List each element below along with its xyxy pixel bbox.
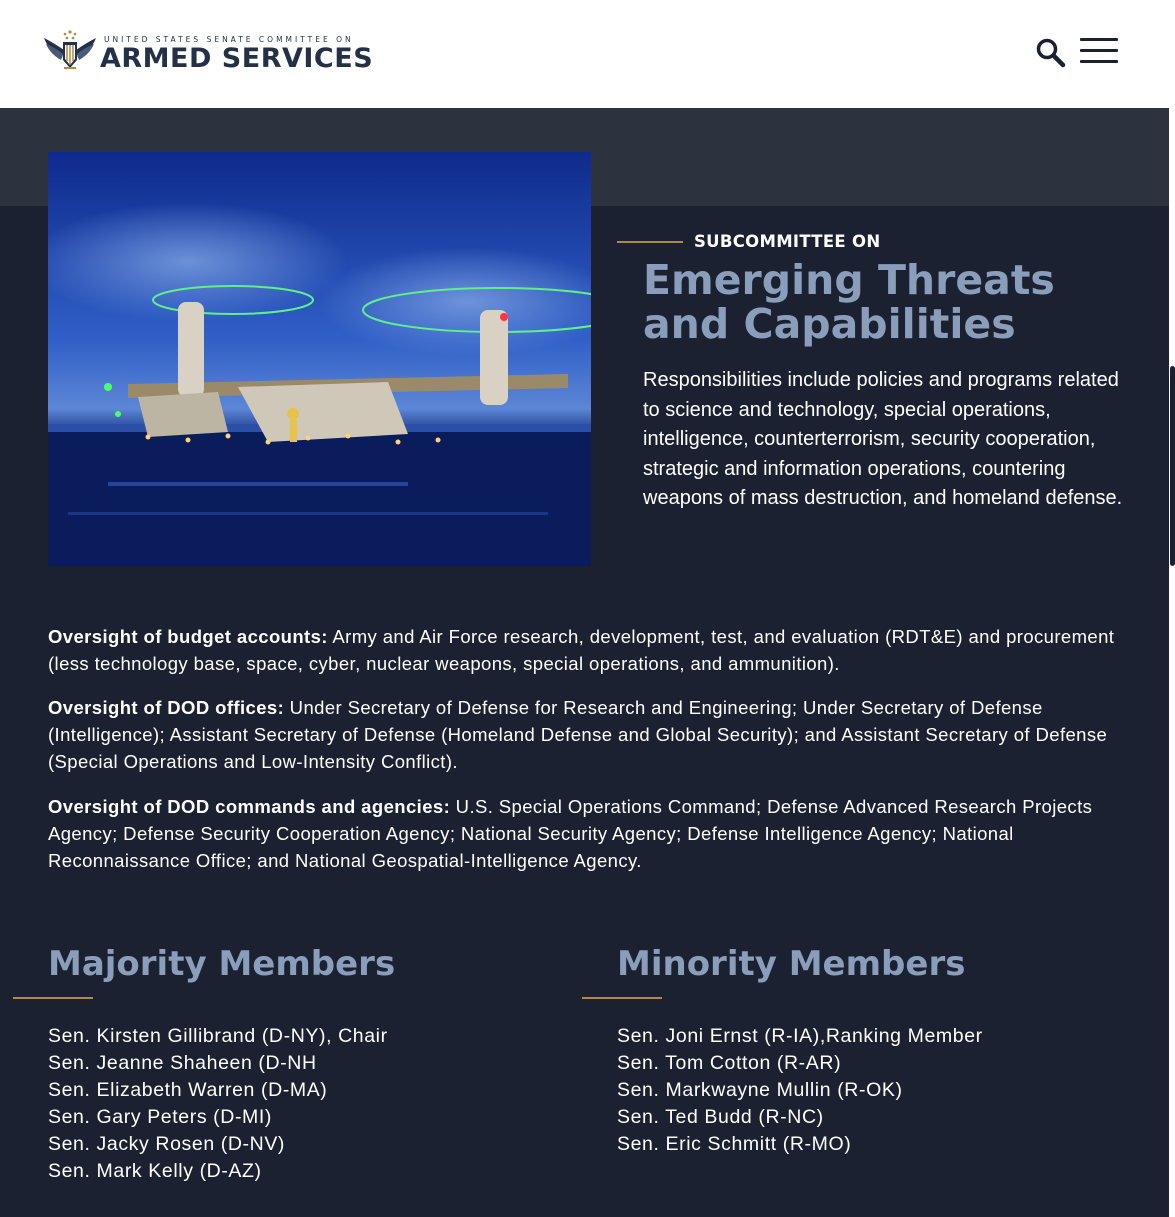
member-item: Sen. Mark Kelly (D-AZ): [48, 1160, 262, 1182]
scrollbar-thumb[interactable]: [1170, 366, 1175, 566]
majority-divider: [13, 997, 93, 999]
member-item: Sen. Joni Ernst (R-IA),Ranking Member: [617, 1025, 983, 1047]
member-item: Sen. Jeanne Shaheen (D-NH: [48, 1052, 317, 1074]
oversight-label: Oversight of DOD offices:: [48, 697, 285, 718]
majority-members-heading: Majority Members: [48, 944, 396, 984]
logo-subtitle: UNITED STATES SENATE COMMITTEE ON: [104, 35, 354, 44]
oversight-label: Oversight of budget accounts:: [48, 626, 328, 647]
majority-members-list: [48, 1023, 388, 1185]
member-item: Sen. Elizabeth Warren (D-MA): [48, 1079, 328, 1101]
member-item: Sen. Kirsten Gillibrand (D-NY), Chair: [48, 1025, 388, 1047]
menu-bar: [1080, 38, 1118, 41]
site-logo[interactable]: [42, 28, 392, 72]
oversight-label: Oversight of DOD commands and agencies:: [48, 796, 451, 817]
member-item: Sen. Eric Schmitt (R-MO): [617, 1133, 852, 1155]
oversight-dod-offices: [48, 694, 1128, 775]
minority-members-heading: Minority Members: [617, 944, 966, 984]
hamburger-menu-icon[interactable]: [1080, 38, 1118, 66]
hero-image: [48, 152, 591, 566]
oversight-text: U.S. Special Operations Command; Defense Advanced Research Projects Agency; Defense Security Cooperation Agency; National Security Agency; Defense Intelligence Agency; National Reconnaissance Office; and National Geospatial-Intelligence Agency.: [48, 796, 1093, 871]
scrollbar-track[interactable]: [1169, 0, 1175, 1217]
oversight-text: Army and Air Force research, development, test, and evaluation (RDT&E) and procurement (less technology base, space, cyber, nuclear weapons, special operations, and ammunition).: [48, 626, 1115, 674]
menu-bar: [1080, 49, 1118, 52]
minority-divider: [582, 997, 662, 999]
logo-title: ARMED SERVICES: [100, 43, 374, 74]
member-item: Sen. Markwayne Mullin (R-OK): [617, 1079, 903, 1101]
eyebrow-divider: [617, 241, 683, 243]
oversight-text: Under Secretary of Defense for Research and Engineering; Under Secretary of Defense (Intelligence); Assistant Secretary of Defense (Homeland Defense and Global Security); and Assistant Secretary of Defense (Special Operations and Low-Intensity Conflict).: [48, 697, 1108, 772]
subcommittee-eyebrow: SUBCOMMITTEE ON: [694, 232, 881, 251]
oversight-dod-commands: [48, 793, 1128, 874]
oversight-budget-accounts: [48, 623, 1128, 677]
page-title: Emerging Threats and Capabilities: [643, 256, 1055, 348]
member-item: Sen. Ted Budd (R-NC): [617, 1106, 824, 1128]
member-item: Sen. Jacky Rosen (D-NV): [48, 1133, 286, 1155]
menu-bar: [1080, 60, 1118, 63]
member-item: Sen. Tom Cotton (R-AR): [617, 1052, 842, 1074]
search-icon[interactable]: [1034, 36, 1068, 70]
minority-members-list: [617, 1023, 983, 1158]
site-header: [0, 0, 1169, 108]
eagle-emblem-icon: [42, 28, 98, 72]
member-item: Sen. Gary Peters (D-MI): [48, 1106, 273, 1128]
responsibilities-text: Responsibilities include policies and programs related to science and technology, special operations, intelligence, counterterrorism, security cooperation, strategic and information operations, countering weapons of mass destruction, and homeland defense.: [643, 369, 1123, 510]
